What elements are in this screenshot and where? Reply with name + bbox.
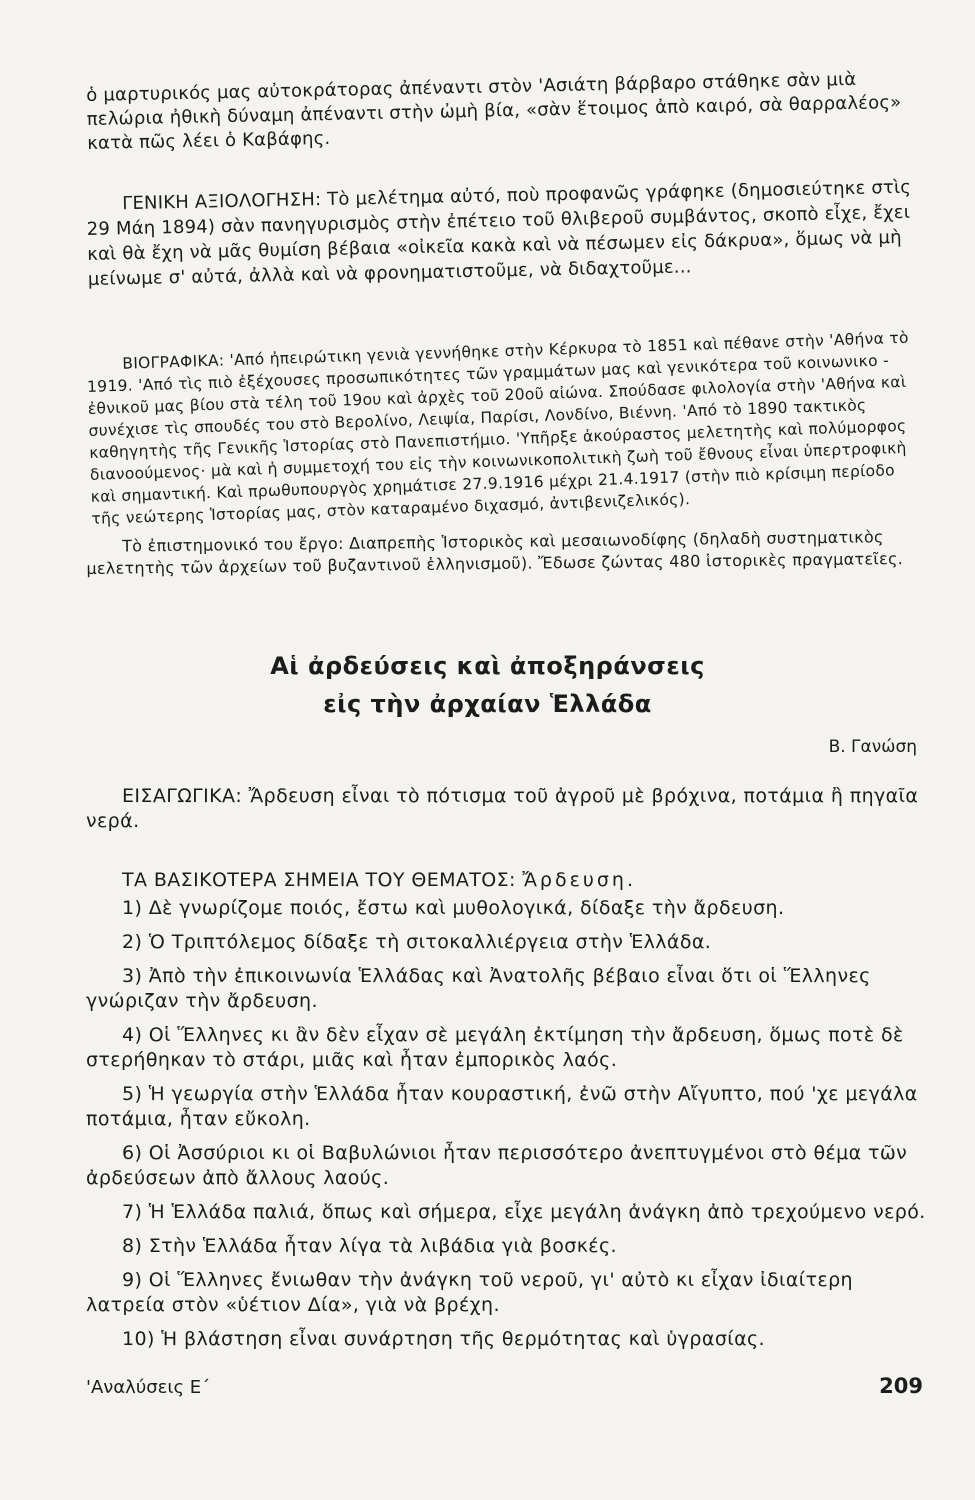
list-item: 2) Ὁ Τριπτόλεμος δίδαξε τὴ σιτοκαλλιέργεια στὴν Ἑλλάδα. — [122, 931, 712, 953]
page-number: 209 — [879, 1374, 923, 1398]
article-title-line-2: εἰς τὴν ἀρχαίαν Ἑλλάδα — [323, 690, 652, 718]
paragraph-scientific-work: Τὸ ἐπιστημονικό του ἔργο: Διαπρεπὴς Ἱστορικὸς καὶ μεσαιωνοδίφης (δηλαδὴ συστηματικὸς μελετητὴς τῶν ἀρχείων τοῦ βυζαντινοῦ ἑλληνισμοῦ). Ἔδωσε ζώντας 480 ἱστορικὲς πραγματεῖες. — [86, 527, 904, 578]
key-points-list — [86, 896, 926, 1361]
paragraph-general-evaluation: ΓΕΝΙΚΗ ΑΞΙΟΛΟΓΗΣΗ: Τὸ μελέτημα αὐτό, ποὺ προφανῶς γράφηκε (δημοσιεύτηκε στὶς 29 Μάη 1894) σὰν πανηγυρισμὸς στὴν ἐπέτειο τοῦ θλιβεροῦ συμβάντος, σκοπὸ εἶχε, ἔχει καὶ θὰ ἔχη νὰ μᾶς θυμίση βέβαια «οἰκεῖα κακὰ καὶ νὰ πέσωμεν εἰς δάκρυα», ὅμως νὰ μὴ μείνωμε σ' αὐτά, ἀλλὰ καὶ νὰ φρονηματιστοῦμε, νὰ διδαχτοῦμε... — [86, 176, 912, 290]
footer-book-title: 'Αναλύσεις Ε΄ — [86, 1377, 211, 1398]
article-title-line-1: Αἱ ἀρδεύσεις καὶ ἀποξηράνσεις — [270, 652, 705, 680]
paragraph-cavafy: ὁ μαρτυρικός μας αὐτοκράτορας ἀπέναντι στὸν 'Ασιάτη βάρβαρο στάθηκε σὰν μιὰ πελώρια ἠθικὴ δύναμη ἀπέναντι στὴν ὠμὴ βία, «σὰν ἕτοιμος ἀπὸ καιρό, σὰ θαρραλέος» κατὰ πῶς λέει ὁ Καβάφης. — [86, 68, 902, 154]
list-item: 3) Ἀπὸ τὴν ἐπικοινωνία Ἑλλάδας καὶ Ἀνατολῆς βέβαιο εἶναι ὅτι οἱ Ἕλληνες γνώριζαν τὴν ἄρδευση. — [86, 965, 871, 1012]
key-points-topic: Ἄρδευση. — [522, 869, 636, 891]
key-points-label: ΤΑ ΒΑΣΙΚΟΤΕΡΑ ΣΗΜΕΙΑ ΤΟΥ ΘΕΜΑΤΟΣ: — [122, 869, 516, 891]
list-item: 1) Δὲ γνωρίζομε ποιός, ἔστω καὶ μυθολογικά, δίδαξε τὴν ἄρδευση. — [122, 897, 785, 919]
list-item: 8) Στὴν Ἑλλάδα ἦταν λίγα τὰ λιβάδια γιὰ βοσκές. — [122, 1235, 617, 1257]
list-item: 10) Ἡ βλάστηση εἶναι συνάρτηση τῆς θερμότητας καὶ ὑγρασίας. — [122, 1328, 766, 1350]
list-item: 5) Ἡ γεωργία στὴν Ἑλλάδα ἦταν κουραστική, ἐνῶ στὴν Αἴγυπτο, πού 'χε μεγάλα ποτάμια, ἦταν εὔκολη. — [86, 1083, 918, 1130]
paragraph-biography: ΒΙΟΓΡΑΦΙΚΑ: 'Από ἠπειρώτικη γενιὰ γεννήθηκε στὴν Κέρκυρα τὸ 1851 καὶ πέθανε στὴν 'Αθήνα τὸ 1919. 'Από τὶς πιὸ ἐξέχουσες προσωπικότητες τῶν γραμμάτων μας καὶ γενικότερα τοῦ κοινωνικο - ἐθνικοῦ μας βίου στὰ τέλη τοῦ 19ου καὶ ἀρχὲς τοῦ 20οῦ αἰώνα. Σπούδασε φιλολογία στὴν 'Αθήνα καὶ συνέχισε τὶς σπουδές του στὸ Βερολίνο, Λειψία, Παρίσι, Λονδίνο, Βιέννη. 'Από τὸ 1890 τακτικὸς καθηγητὴς τῆς Γενικῆς Ἱστορίας στὸ Πανεπιστήμιο. 'Υπῆρξε ἀκούραστος μελετητὴς καὶ πολύμορφος διανοούμενος· μὰ καὶ ἡ συμμετοχή του εἰς τὴν κοινωνικοπολιτικὴ ζωὴ τοῦ ἔθνους εἶναι ὑπερτροφικὴ καὶ σημαντική. Καὶ πρωθυπουργὸς χρημάτισε 27.9.1916 μέχρι 21.4.1917 (στὴν πιὸ κρίσιμη περίοδο τῆς νεώτερης Ἱστορίας μας, στὸν καταραμένο διχασμό, ἀντιβενιζελικός). — [86, 328, 909, 528]
intro-paragraph: ΕΙΣΑΓΩΓΙΚΑ: Ἄρδευση εἶναι τὸ πότισμα τοῦ ἀγροῦ μὲ βρόχινα, ποτάμια ἢ πηγαῖα νερά. — [86, 785, 919, 832]
key-points-heading — [86, 868, 926, 893]
list-item: 7) Ἡ Ἑλλάδα παλιά, ὅπως καὶ σήμερα, εἶχε μεγάλη ἀνάγκη ἀπὸ τρεχούμενο νερό. — [122, 1201, 926, 1223]
list-item: 6) Οἱ Ἀσσύριοι κι οἱ Βαβυλώνιοι ἦταν περισσότερο ἀνεπτυγμένοι στὸ θέμα τῶν ἀρδεύσεων ἀπὸ ἄλλους λαούς. — [86, 1142, 908, 1189]
article-author: Β. Γανώση — [828, 737, 917, 757]
list-item: 4) Οἱ Ἕλληνες κι ἂν δὲν εἶχαν σὲ μεγάλη ἐκτίμηση τὴν ἄρδευση, ὅμως ποτὲ δὲ στερήθηκαν τὸ στάρι, μιᾶς καὶ ἦταν ἐμπορικὸς λαός. — [86, 1024, 904, 1071]
list-item: 9) Οἱ Ἕλληνες ἔνιωθαν τὴν ἀνάγκη τοῦ νεροῦ, γι' αὐτὸ κι εἶχαν ἰδιαίτερη λατρεία στὸν «ὑέτιον Δία», γιὰ νὰ βρέχη. — [86, 1269, 854, 1316]
